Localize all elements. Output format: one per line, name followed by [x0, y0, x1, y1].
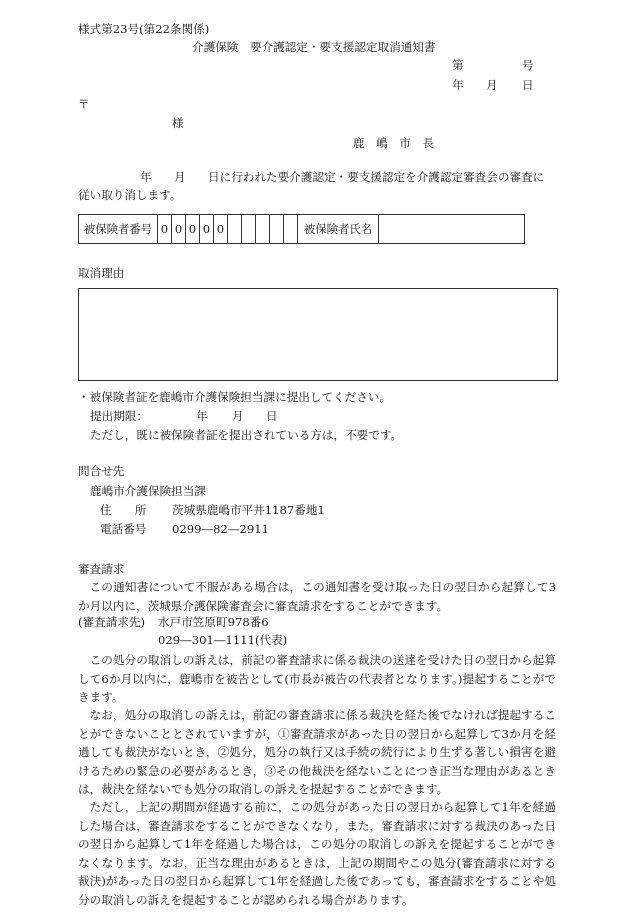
digit-cell: 0 — [214, 215, 228, 244]
digit-cell: 0 — [186, 215, 200, 244]
date-year: 年 — [452, 78, 464, 92]
review-paragraph-4 — [78, 798, 556, 909]
intro-month: 月 — [174, 170, 186, 184]
doc-number-suffix: 号 — [522, 58, 534, 72]
intro-text-line2: 従い取り消します。 — [78, 188, 182, 202]
contact-heading: 問合せ先 — [78, 464, 125, 478]
deadline-day: 日 — [266, 409, 278, 423]
review-paragraph-1 — [78, 578, 556, 615]
addressee-suffix: 様 — [172, 116, 184, 130]
review-dest-label: (審査請求先) — [78, 615, 146, 629]
reason-label: 取消理由 — [78, 266, 125, 280]
review-p4-text: ただし，上記の期間が経過する前に，この処分があった日の翌日から起算して1年を経過した場合は，審査請求をすることができなくなり，また，審査請求に対する裁決のあった日の翌日から起算して1年を経過した場合は，この処分の取消しの訴えを提起することができなくなります。なお，正当な理由があるときは，上記の期間やこの処分(審査請求に対する裁決)があった日の翌日から起算して1年を経過した後であっても，審査請求をすることや処分の取消しの訴えを提起することが認められる場合があります。 — [78, 800, 556, 907]
digit-cell — [256, 215, 270, 244]
deadline-label: 提出期限： — [90, 409, 148, 423]
contact-address-label: 住 所 — [100, 503, 147, 517]
form-number: 様式第23号(第22条関係) — [78, 22, 210, 36]
digit-cell — [270, 215, 284, 244]
intro-text: 日に行われた要介護認定・要支援認定を介護認定審査会の審査に — [208, 170, 545, 184]
review-paragraph-3 — [78, 706, 556, 799]
contact-phone: 0299―82―2911 — [172, 522, 269, 536]
digit-cell: 0 — [200, 215, 214, 244]
date-month: 月 — [486, 78, 498, 92]
digit-cell — [284, 215, 298, 244]
digit-cell: 0 — [158, 215, 172, 244]
deadline-year: 年 — [196, 409, 208, 423]
notice-line-3: ただし，既に被保険者証を提出されている方は，不要です。 — [90, 428, 403, 442]
review-p2-text: この処分の取消しの訴えは，前記の審査請求に係る裁決の送達を受けた日の翌日から起算して6か月以内に，鹿嶋市を被告として(市長が被告の代表者となります。)提起することができます。 — [78, 653, 556, 704]
review-paragraph-2 — [78, 651, 556, 707]
issuer: 鹿 嶋 市 長 — [353, 136, 435, 150]
review-heading: 審査請求 — [78, 562, 125, 576]
contact-address: 茨城県鹿嶋市平井1187番地1 — [172, 503, 325, 517]
postal-mark: 〒 — [78, 97, 90, 111]
digit-cell — [228, 215, 242, 244]
review-p1-text: この通知書について不服がある場合は，この通知書を受け取った日の翌日から起算して3か月以内に，茨城県介護保険審査会に審査請求をすることができます。 — [78, 580, 556, 613]
review-dest-phone: 029―301―1111(代表) — [158, 633, 288, 647]
review-dest-address: 水戸市笠原町978番6 — [158, 615, 269, 629]
doc-number-prefix: 第 — [452, 58, 464, 72]
reason-box — [78, 288, 558, 381]
contact-dept: 鹿嶋市介護保険担当課 — [90, 484, 206, 498]
digit-cell — [242, 215, 256, 244]
date-day: 日 — [522, 78, 534, 92]
insured-name-value — [379, 215, 525, 244]
deadline-month: 月 — [232, 409, 244, 423]
review-p3-text: なお，処分の取消しの訴えは，前記の審査請求に係る裁決を経た後でなければ提起することができないこととされていますが，①審査請求があった日の翌日から起算して3か月を経過しても裁決がないとき，②処分，処分の執行又は手続の続行により生ずる著しい損害を避けるための緊急の必要があるとき，③その他裁決を経ないことにつき正当な理由があるときは，裁決を経ないでも処分の取消しの訴えを提起することができます。 — [78, 708, 556, 796]
notice-line-1: ・被保険者証を鹿嶋市介護保険担当課に提出してください。 — [78, 390, 392, 404]
insured-name-label: 被保険者氏名 — [298, 215, 379, 244]
digit-cell: 0 — [172, 215, 186, 244]
insured-table — [78, 214, 525, 244]
document-title: 介護保険 要介護認定・要支援認定取消通知書 — [192, 40, 436, 54]
contact-phone-label: 電話番号 — [100, 522, 147, 536]
intro-year: 年 — [140, 170, 152, 184]
insured-number-label: 被保険者番号 — [79, 215, 158, 244]
